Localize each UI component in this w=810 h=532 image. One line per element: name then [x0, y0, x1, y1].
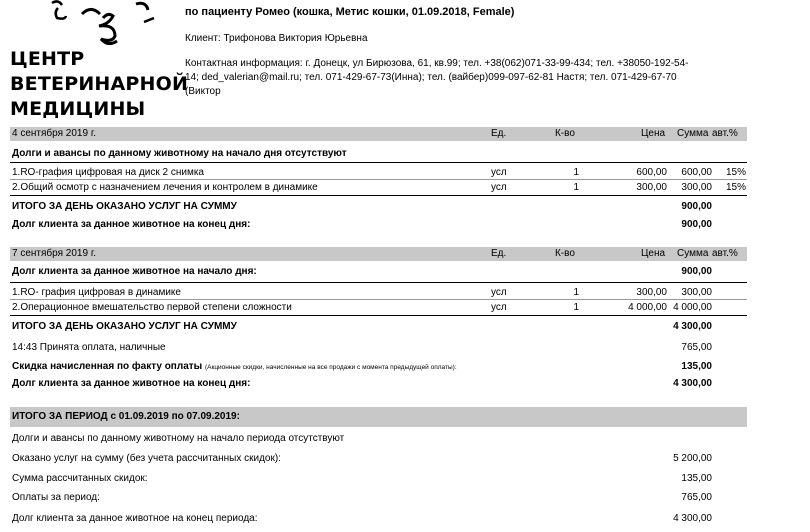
day2-item-unit: усл — [491, 302, 507, 313]
col-unit-header: Ед. — [491, 128, 507, 139]
col-pct-header: авт.% — [712, 248, 738, 259]
period-services-label: Оказано услуг на сумму (без учета рассчитанных скидок): — [12, 453, 281, 464]
day1-item-name: 1.RO-графия цифровая на диск 2 снимка — [12, 167, 204, 178]
col-qty-header: К-во — [555, 128, 575, 139]
period-discounts-label: Сумма рассчитанных скидок: — [12, 473, 148, 484]
col-price-header: Цена — [641, 128, 666, 139]
day1-debt-end-value: 900,00 — [681, 219, 712, 230]
divider — [10, 282, 747, 283]
day1-item-unit: усл — [491, 182, 507, 193]
day2-payment-label: 14:43 Принята оплата, наличные — [12, 342, 166, 353]
divider — [10, 162, 747, 163]
day1-date: 4 сентября 2019 г. — [12, 128, 97, 139]
cat-face-icon — [48, 0, 160, 46]
contacts-line-3: (Виктор — [185, 86, 221, 97]
divider — [10, 315, 747, 316]
day1-header-bar — [10, 127, 747, 141]
col-sum-header: Сумма — [677, 248, 709, 259]
day2-item-unit: усл — [491, 287, 507, 298]
day1-item-sum: 300,00 — [681, 182, 712, 193]
col-qty-header: К-во — [555, 248, 575, 259]
day1-item-price: 600,00 — [636, 167, 667, 178]
period-services-value: 5 200,00 — [673, 453, 712, 464]
day1-item-pct: 15% — [726, 182, 747, 193]
day2-debt-start-value: 900,00 — [681, 266, 712, 277]
period-debt-end-value: 4 300,00 — [673, 513, 712, 524]
period-payments-label: Оплаты за период: — [12, 492, 100, 503]
col-unit-header: Ед. — [491, 248, 507, 259]
day1-item-unit: усл — [491, 167, 507, 178]
day1-debt-end-label: Долг клиента за данное животное на конец дня: — [12, 219, 251, 230]
period-debt-start: Долги и авансы по данному животному на начало периода отсутствуют — [12, 433, 345, 444]
period-debt-end-label: Долг клиента за данное животное на конец периода: — [12, 513, 258, 524]
day2-item-name: 1.RO- графия цифровая в динамике — [12, 287, 181, 298]
day2-discount-label: Скидка начисленная по факту оплаты — [12, 361, 203, 372]
day1-total-label: ИТОГО ЗА ДЕНЬ ОКАЗАНО УСЛУГ НА СУММУ — [12, 201, 237, 212]
day1-item-qty: 1 — [573, 167, 579, 178]
col-sum-header: Сумма — [677, 128, 709, 139]
day2-header-bar — [10, 247, 747, 261]
contacts-line-1: Контактная информация: г. Донецк, ул Бирюзова, 61, кв.99; тел. +38(062)071-33-99-434; тел. +38050-192-54- — [185, 58, 689, 69]
period-title: ИТОГО ЗА ПЕРИОД с 01.09.2019 по 07.09.2019: — [12, 411, 240, 422]
day2-discount-value: 135,00 — [681, 361, 712, 372]
logo-line-3: МЕДИЦИНЫ — [10, 98, 146, 120]
day1-item-price: 300,00 — [636, 182, 667, 193]
day1-item-name: 2.Общий осмотр с назначением лечения и контролем в динамике — [12, 182, 318, 193]
logo-line-1: ЦЕНТР — [10, 48, 85, 70]
day2-total-value: 4 300,00 — [673, 321, 712, 332]
report-title: по пациенту Ромео (кошка, Метис кошки, 01.09.2018, Female) — [185, 6, 515, 18]
day2-discount-note: (Акционные скидки, начисленные на все продажи с момента предыдущей оплаты): — [204, 364, 457, 371]
divider — [10, 195, 747, 196]
logo-line-2: ВЕТЕРИНАРНОЙ — [10, 73, 189, 95]
day2-item-qty: 1 — [573, 287, 579, 298]
day1-item-pct: 15% — [726, 167, 747, 178]
day2-debt-start-label: Долг клиента за данное животное на начало дня: — [12, 266, 257, 277]
day2-item-price: 4 000,00 — [628, 302, 667, 313]
day2-item-sum: 300,00 — [681, 287, 712, 298]
period-payments-value: 765,00 — [681, 492, 712, 503]
client-name: Клиент: Трифонова Виктория Юрьевна — [185, 33, 368, 44]
day2-item-sum: 4 000,00 — [673, 302, 712, 313]
day2-payment-value: 765,00 — [681, 342, 712, 353]
divider — [10, 179, 747, 180]
day1-item-sum: 600,00 — [681, 167, 712, 178]
period-discounts-value: 135,00 — [681, 473, 712, 484]
day1-total-value: 900,00 — [681, 201, 712, 212]
col-pct-header: авт.% — [712, 128, 738, 139]
day2-date: 7 сентября 2019 г. — [12, 248, 97, 259]
day1-debt-start: Долги и авансы по данному животному на начало дня отсутствуют — [12, 148, 347, 159]
day2-item-name: 2.Операционное вмешательство первой степени сложности — [12, 302, 292, 313]
day2-total-label: ИТОГО ЗА ДЕНЬ ОКАЗАНО УСЛУГ НА СУММУ — [12, 321, 237, 332]
day2-debt-end-label: Долг клиента за данное животное на конец дня: — [12, 378, 251, 389]
day2-item-qty: 1 — [573, 302, 579, 313]
col-price-header: Цена — [641, 248, 666, 259]
divider — [10, 299, 747, 300]
day1-item-qty: 1 — [573, 182, 579, 193]
contacts-line-2: 14; ded_valerian@mail.ru; тел. 071-429-67-73(Инна); тел. (вайбер)099-097-62-81 Настя; тел. 071-429-67-70 — [185, 72, 677, 83]
day2-item-price: 300,00 — [636, 287, 667, 298]
day2-debt-end-value: 4 300,00 — [673, 378, 712, 389]
